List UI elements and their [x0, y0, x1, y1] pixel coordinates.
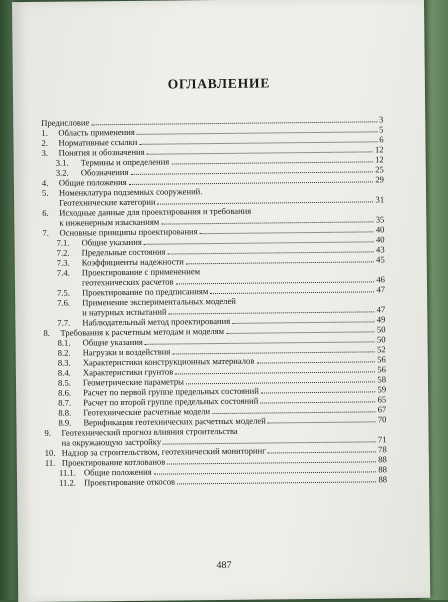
- toc-entry-label: Проектирование по предписаниям: [82, 286, 209, 298]
- toc-entry-label: Нормативные ссылки: [58, 136, 138, 148]
- table-of-contents: [41, 114, 387, 488]
- toc-entry-page: 56: [377, 354, 386, 365]
- toc-entry-number: 8.3.: [57, 357, 71, 368]
- toc-entry-number: 7.6.: [57, 297, 71, 308]
- toc-entry-number: 7.5.: [57, 287, 70, 298]
- toc-entry-label: Верификация геотехнических расчетных моделей: [83, 415, 266, 428]
- toc-entry-number: 8.7.: [58, 397, 72, 408]
- toc-entry-page: 70: [377, 414, 387, 425]
- toc-entry-label: Общие положения: [58, 176, 127, 188]
- toc-entry-number: 11.1.: [58, 467, 76, 478]
- toc-entry-number: 3.1.: [55, 157, 69, 168]
- book-page: [12, 0, 430, 602]
- toc-entry-number: 8.1.: [57, 337, 71, 348]
- toc-entry-label: Область применения: [58, 126, 135, 138]
- toc-entry-page: 67: [377, 404, 387, 415]
- toc-entry-label: Общие указания: [81, 236, 142, 248]
- toc-entry-number: 1.: [41, 127, 48, 138]
- toc-entry-label: Общие указания: [82, 336, 143, 348]
- leader-dots: [232, 321, 375, 323]
- toc-entry-page: 35: [375, 214, 385, 225]
- toc-entry-label: Номенклатура подземных сооружений.: [58, 186, 203, 198]
- toc-entry-page: 71: [377, 434, 387, 445]
- toc-entry-number: 3.2.: [55, 167, 69, 178]
- toc-entry-number: 7.4.: [56, 267, 70, 278]
- toc-entry-number: 7.2.: [56, 247, 70, 258]
- toc-entry-number: 11.: [44, 457, 56, 468]
- toc-entry-number: 8.2.: [57, 347, 71, 358]
- toc-entry-label: Применение экспериментальных моделей: [82, 295, 236, 308]
- leader-dots: [261, 391, 376, 393]
- toc-entry-page: 49: [376, 314, 386, 325]
- toc-entry-number: 6.: [42, 207, 49, 218]
- toc-entry-page: 3: [378, 114, 384, 125]
- toc-entry-label: Расчет по второй группе предельных состояний: [83, 395, 259, 408]
- toc-entry-page: 56: [377, 364, 386, 375]
- leader-dots: [226, 331, 375, 334]
- toc-entry-page: 88: [378, 454, 387, 465]
- toc-entry-label: Геотехнический прогноз влияния строительства: [61, 425, 238, 438]
- toc-entry-page: 47: [376, 284, 386, 295]
- toc-entry-page: 59: [377, 384, 387, 395]
- toc-entry-page: 40: [375, 224, 385, 235]
- toc-entry-page: 58: [377, 374, 387, 385]
- toc-entry-page: 40: [375, 234, 385, 245]
- toc-entry-number: 7.1.: [56, 237, 70, 248]
- toc-entry-page: 45: [376, 254, 385, 265]
- toc-entry-page: 25: [375, 164, 384, 175]
- toc-entry-page: 47: [376, 304, 386, 315]
- toc-entry-label: Предельные состояния: [81, 246, 166, 258]
- toc-entry-label-continued: на окружающую застройку: [61, 436, 162, 448]
- toc-entry-number: 8.8.: [58, 407, 72, 418]
- toc-entry-label: Термины и определения: [80, 156, 170, 168]
- toc-entry-page: 12: [374, 144, 384, 155]
- toc-entry-number: 4.: [41, 177, 49, 188]
- toc-entry-number: 9.: [44, 427, 52, 438]
- toc-entry-label: Проектирование откосов: [83, 476, 176, 488]
- toc-entry-number: 7.: [42, 227, 49, 238]
- toc-entry-number: 8.6.: [58, 387, 72, 398]
- toc-entry-number: 10.: [44, 447, 56, 458]
- toc-entry-label: Расчет по первой группе предельных состояний: [83, 385, 259, 398]
- page-number: 487: [216, 559, 232, 572]
- toc-entry-label: Исходные данные для проектирования и требования: [59, 205, 252, 218]
- toc-entry-label-continued: Геотехнические категории: [59, 196, 156, 208]
- toc-entry-page: 50: [376, 334, 386, 345]
- toc-entry-label-continued: и натурных испытаний: [82, 306, 167, 318]
- toc-entry-label: Проектирование котлованов: [61, 456, 166, 468]
- toc-entry-number: 2.: [41, 137, 48, 148]
- toc-entry-page: 6: [379, 134, 384, 145]
- toc-entry-number: 11.2.: [58, 477, 76, 488]
- toc-entry-number: 3.: [41, 147, 49, 158]
- toc-entry-number: 7.7.: [57, 317, 71, 328]
- toc-entry-page: 43: [375, 244, 385, 255]
- toc-entry-number: 5.: [41, 187, 49, 198]
- toc-entry-label: Проектирование с применением: [81, 266, 201, 278]
- toc-entry-page: 12: [375, 154, 384, 165]
- toc-entry-number: 8.4.: [57, 367, 71, 378]
- toc-entry-label: Понятия и обозначения: [58, 146, 145, 158]
- toc-entry-page: 88: [378, 474, 388, 485]
- leader-dots: [177, 481, 376, 484]
- toc-entry-label: Общие положения: [83, 466, 152, 478]
- toc-entry-label: Геотехнические расчетные модели: [83, 406, 211, 418]
- toc-entry-page: 46: [376, 274, 385, 285]
- toc-entry-page: 65: [377, 394, 387, 405]
- toc-entry-label: Обозначения: [80, 166, 129, 178]
- toc-entry-label-continued: геотехнических расчетов: [81, 276, 174, 288]
- leader-dots: [268, 421, 376, 423]
- toc-entry-page: 29: [375, 174, 384, 185]
- toc-entry-label: Характеристики грунтов: [82, 366, 174, 378]
- toc-entry-label: Надзор за строительством, геотехнический мониторинг: [61, 445, 266, 458]
- toc-entry-page: 52: [377, 344, 386, 355]
- toc-entry-label: Геометрические параметры: [82, 376, 184, 388]
- toc-entry-label-continued: к инженерным изысканиям: [59, 216, 160, 228]
- leader-dots: [268, 451, 376, 453]
- toc-entry-label: Предисловие: [41, 117, 90, 128]
- toc-entry-label: Основные принципы проектирования: [59, 226, 198, 238]
- toc-entry-page: 78: [378, 444, 387, 455]
- toc-entry-label: Нагрузки и воздействия: [82, 346, 171, 358]
- toc-entry-number: 8.5.: [57, 377, 71, 388]
- toc-entry-number: 8.: [43, 327, 50, 338]
- toc-entry-page: 88: [378, 464, 387, 475]
- toc-entry-number: 8.9.: [58, 417, 72, 428]
- toc-entry-page: 31: [375, 194, 385, 205]
- toc-entry-page: 50: [376, 324, 386, 335]
- page-title: ОГЛАВЛЕНИЕ: [167, 75, 271, 92]
- leader-dots: [256, 361, 375, 363]
- toc-entry-number: 7.3.: [56, 257, 70, 268]
- leader-dots: [260, 401, 375, 403]
- toc-entry-label: Характеристики конструкционных материалов: [82, 355, 255, 368]
- toc-entry-label: Требования к расчетным методам и моделям: [60, 325, 225, 338]
- toc-entry-page: 5: [379, 124, 384, 135]
- toc-entry-label: Коэффициенты надежности: [81, 256, 184, 268]
- toc-entry-label: Наблюдательный метод проектирования: [82, 315, 231, 328]
